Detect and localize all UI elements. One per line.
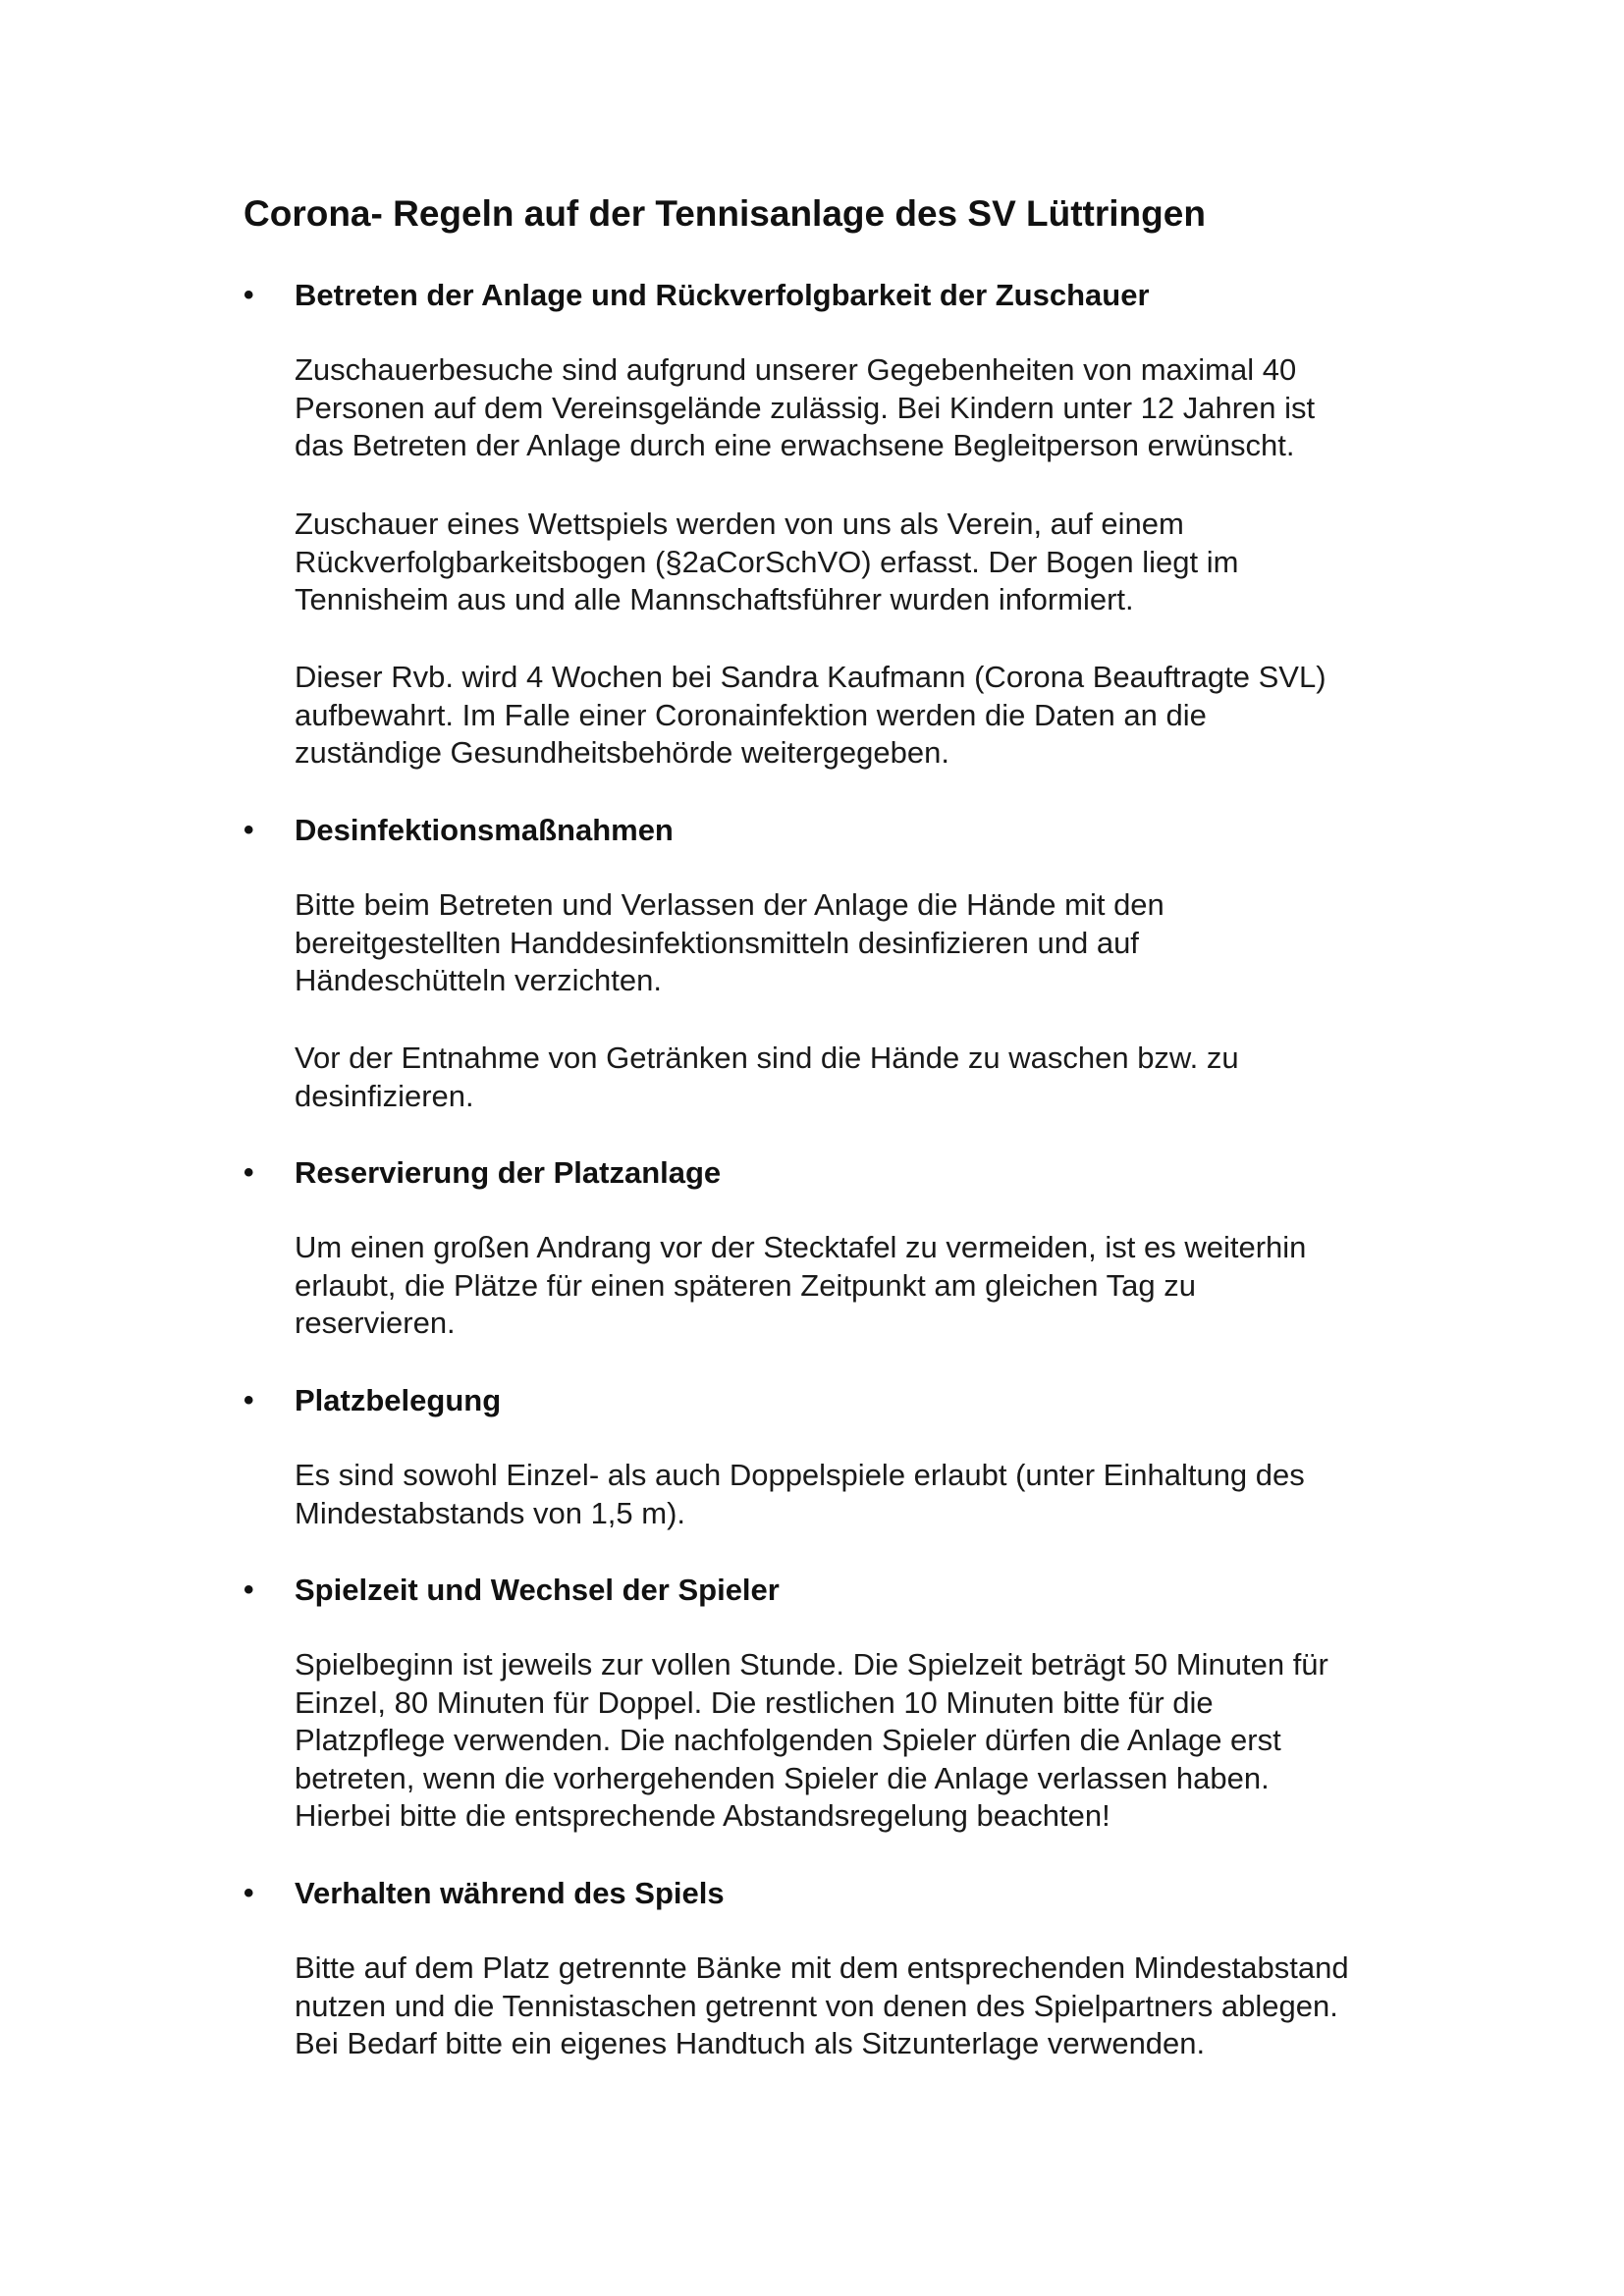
section-paragraph <box>244 1949 1349 2063</box>
paragraph-line: das Betreten der Anlage durch eine erwachsene Begleitperson erwünscht. <box>295 428 1295 462</box>
paragraph-line: Einzel, 80 Minuten für Doppel. Die restlichen 10 Minuten bitte für die <box>295 1684 1214 1720</box>
section-paragraph <box>244 351 1315 465</box>
paragraph-line: Zuschauerbesuche sind aufgrund unserer Gegebenheiten von maximal 40 <box>295 352 1297 387</box>
paragraph-line: Dieser Rvb. wird 4 Wochen bei Sandra Kaufmann (Corona Beauftragte SVL) <box>295 660 1326 694</box>
paragraph-line: betreten, wenn die vorhergehenden Spieler die Anlage verlassen haben. <box>295 1760 1270 1795</box>
paragraph-line: Händeschütteln verzichten. <box>295 963 662 997</box>
section-heading: Betreten der Anlage und Rückverfolgbarkeit der Zuschauer <box>295 278 1150 312</box>
section-heading: Desinfektionsmaßnahmen <box>295 813 674 847</box>
paragraph-line: Um einen großen Andrang vor der Stecktafel zu vermeiden, ist es weiterhin <box>295 1230 1307 1264</box>
section-paragraph <box>244 506 1238 619</box>
section-paragraph <box>244 1646 1328 1836</box>
bullet-icon: • <box>244 1156 254 1189</box>
paragraph-line: desinfizieren. <box>295 1078 474 1113</box>
paragraph-line: Personen auf dem Vereinsgelände zulässig. Bei Kindern unter 12 Jahren ist <box>295 390 1316 425</box>
paragraph-line: aufbewahrt. Im Falle einer Coronainfektion werden die Daten an die <box>295 697 1207 732</box>
section-paragraph <box>244 1229 1306 1343</box>
paragraph-line: erlaubt, die Plätze für einen späteren Zeitpunkt am gleichen Tag zu <box>295 1267 1196 1303</box>
document-title: Corona- Regeln auf der Tennisanlage des SV Lüttringen <box>244 193 1206 234</box>
paragraph-line: Hierbei bitte die entsprechende Abstandsregelung beachten! <box>295 1798 1110 1833</box>
section-heading: Platzbelegung <box>295 1383 502 1417</box>
bullet-icon: • <box>244 279 254 311</box>
paragraph-line: Tennisheim aus und alle Mannschaftsführer wurden informiert. <box>295 582 1134 616</box>
paragraph-line: Spielbeginn ist jeweils zur vollen Stunde. Die Spielzeit beträgt 50 Minuten für <box>295 1647 1328 1682</box>
section-paragraph <box>244 1457 1305 1532</box>
section-heading: Reservierung der Platzanlage <box>295 1155 722 1190</box>
bullet-icon: • <box>244 1877 254 1909</box>
section-paragraph <box>244 886 1164 1000</box>
paragraph-line: Es sind sowohl Einzel- als auch Doppelspiele erlaubt (unter Einhaltung des <box>295 1458 1305 1492</box>
section-heading: Spielzeit und Wechsel der Spieler <box>295 1573 780 1607</box>
paragraph-line: Rückverfolgbarkeitsbogen (§2aCorSchVO) erfasst. Der Bogen liegt im <box>295 544 1239 579</box>
paragraph-line: reservieren. <box>295 1306 456 1340</box>
paragraph-line: Bitte auf dem Platz getrennte Bänke mit dem entsprechenden Mindestabstand <box>295 1950 1349 1985</box>
section-paragraph <box>244 1040 1239 1115</box>
section-paragraph <box>244 659 1326 773</box>
bullet-icon: • <box>244 1384 254 1416</box>
paragraph-line: zuständige Gesundheitsbehörde weitergegeben. <box>295 735 949 770</box>
paragraph-line: bereitgestellten Handdesinfektionsmitteln desinfizieren und auf <box>295 925 1139 960</box>
paragraph-line: Zuschauer eines Wettspiels werden von uns als Verein, auf einem <box>295 507 1184 541</box>
section-heading: Verhalten während des Spiels <box>295 1876 725 1910</box>
paragraph-line: Vor der Entnahme von Getränken sind die Hände zu waschen bzw. zu <box>295 1041 1239 1075</box>
paragraph-line: Platzpflege verwenden. Die nachfolgenden Spieler dürfen die Anlage erst <box>295 1723 1281 1757</box>
bullet-icon: • <box>244 814 254 846</box>
paragraph-line: Bei Bedarf bitte ein eigenes Handtuch als Sitzunterlage verwenden. <box>295 2026 1206 2060</box>
bullet-icon: • <box>244 1574 254 1606</box>
paragraph-line: Mindestabstands von 1,5 m). <box>295 1495 686 1530</box>
paragraph-line: nutzen und die Tennistaschen getrennt von denen des Spielpartners ablegen. <box>295 1988 1338 2023</box>
paragraph-line: Bitte beim Betreten und Verlassen der Anlage die Hände mit den <box>295 887 1164 922</box>
